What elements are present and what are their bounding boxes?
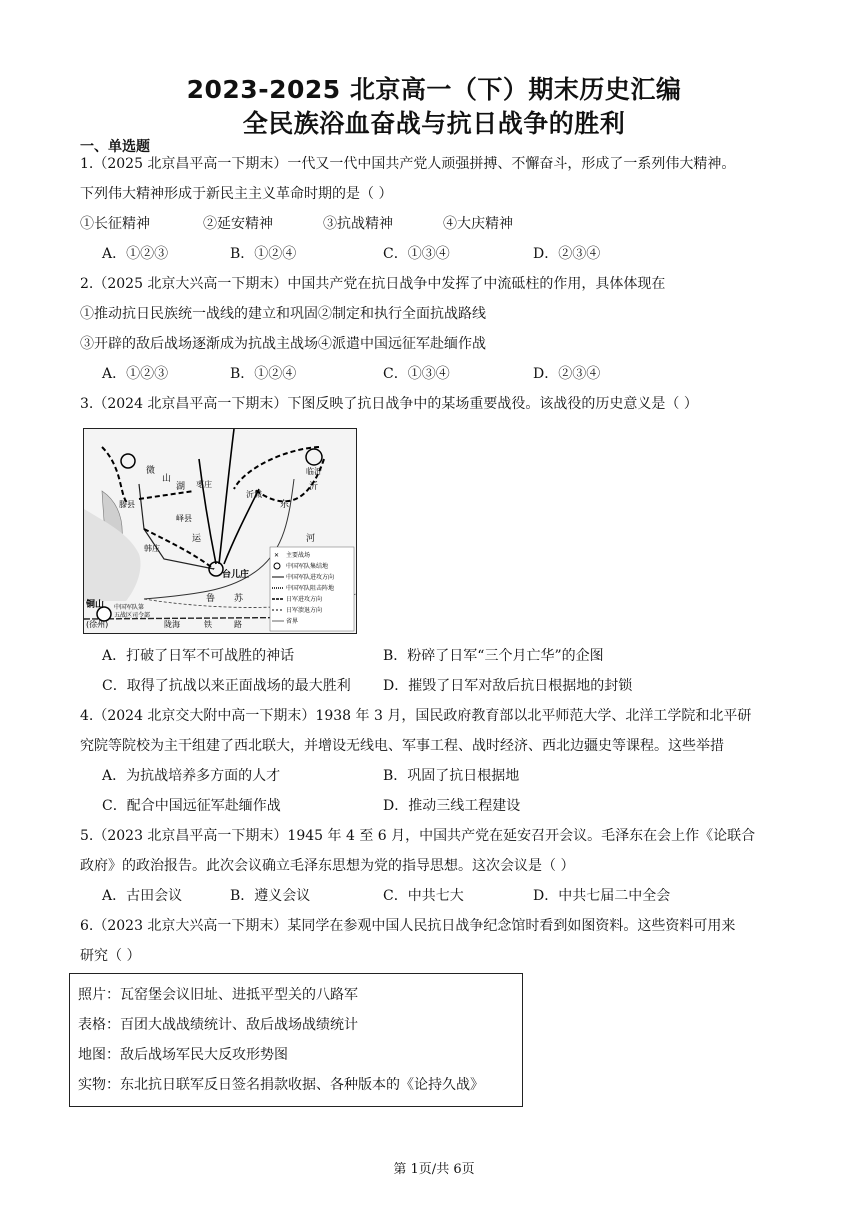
q1-item-3: ③抗战精神 bbox=[323, 216, 393, 232]
q1-stem-line2: 下列伟大精神形成于新民主主义革命时期的是（ ） bbox=[80, 186, 393, 202]
map-label: 滕县 bbox=[119, 500, 135, 509]
map-label: 临沂 bbox=[306, 467, 322, 476]
legend-item: 中国军队阻击阵地 bbox=[286, 585, 335, 592]
map-label: 铁 bbox=[204, 620, 212, 629]
q5-option-c[interactable]: C．中共七大 bbox=[383, 888, 464, 904]
battle-map bbox=[83, 428, 357, 634]
q5-stem-line1: 5.（2023 北京昌平高一下期末）1945 年 4 至 6 月，中国共产党在延安召开会议。毛泽东在会上作《论联合 bbox=[80, 828, 756, 844]
q6-material-object: 实物：东北抗日联军反日签名捐款收据、各种版本的《论持久战》 bbox=[78, 1077, 484, 1093]
svg-text:✕: ✕ bbox=[274, 552, 280, 559]
q2-stem-line2: ①推动抗日民族统一战线的建立和巩固②制定和执行全面抗战路线 bbox=[80, 306, 486, 322]
map-label: 苏 bbox=[234, 594, 244, 604]
q1-option-d[interactable]: D．②③④ bbox=[533, 246, 601, 262]
q1-option-a[interactable]: A．①②③ bbox=[102, 246, 169, 262]
legend-item: 中国军队集结地 bbox=[286, 563, 329, 570]
q4-stem-line2: 究院等院校为主干组建了西北联大，并增设无线电、军事工程、战时经济、西北边疆史等课程。这些举措 bbox=[80, 738, 724, 754]
q2-stem-line1: 2.（2025 北京大兴高一下期末）中国共产党在抗日战争中发挥了中流砥柱的作用，具体体现在 bbox=[80, 276, 666, 292]
map-label: 微 bbox=[146, 466, 156, 476]
q3-option-b[interactable]: B．粉碎了日军“三个月亡华”的企图 bbox=[383, 648, 604, 664]
legend-item: 日军溃退方向 bbox=[286, 607, 323, 614]
map-label: 山 bbox=[162, 474, 172, 484]
map-label: 路 bbox=[234, 620, 242, 629]
q3-option-c[interactable]: C．取得了抗战以来正面战场的最大胜利 bbox=[102, 678, 351, 694]
q2-option-b[interactable]: B．①②④ bbox=[230, 366, 297, 382]
q1-stem-line1: 1.（2025 北京昌平高一下期末）一代又一代中国共产党人顽强拼搏、不懈奋斗，形成了一系列伟大精神。 bbox=[80, 156, 736, 172]
map-label: 沂 bbox=[309, 482, 319, 492]
legend-item: 日军进攻方向 bbox=[286, 596, 323, 603]
q5-option-d[interactable]: D．中共七届二中全会 bbox=[533, 888, 671, 904]
map-label: 河 bbox=[306, 534, 316, 544]
doc-title-line1: 2023-2025 北京高一（下）期末历史汇编 bbox=[186, 75, 682, 104]
map-label: 中国军队第 bbox=[114, 604, 145, 611]
q1-item-2: ②延安精神 bbox=[203, 216, 273, 232]
chinese-advance-arrow bbox=[219, 429, 234, 564]
q1-option-b[interactable]: B．①②④ bbox=[230, 246, 297, 262]
legend-item: 主要战场 bbox=[286, 552, 311, 559]
map-label: 台儿庄 bbox=[222, 570, 250, 580]
q5-stem-line2: 政府》的政治报告。此次会议确立毛泽东思想为党的指导思想。这次会议是（ ） bbox=[80, 858, 575, 874]
q1-option-c[interactable]: C．①③④ bbox=[383, 246, 450, 262]
q2-stem-line3: ③开辟的敌后战场逐渐成为抗战主战场④派遣中国远征军赴缅作战 bbox=[80, 336, 486, 352]
q6-stem-line2: 研究（ ） bbox=[80, 948, 141, 964]
japanese-advance-arrow bbox=[139, 491, 194, 499]
q6-material-map: 地图：敌后战场军民大反攻形势图 bbox=[78, 1047, 288, 1063]
q3-option-a[interactable]: A．打破了日军不可战胜的神话 bbox=[102, 648, 295, 664]
q4-option-d[interactable]: D．推动三线工程建设 bbox=[383, 798, 521, 814]
map-label: (徐州) bbox=[86, 620, 109, 629]
q5-option-b[interactable]: B．遵义会议 bbox=[230, 888, 311, 904]
section-heading: 一、单选题 bbox=[80, 139, 150, 155]
q4-option-b[interactable]: B．巩固了抗日根据地 bbox=[383, 768, 520, 784]
map-label: 鲁 bbox=[206, 594, 216, 604]
q3-stem-line1: 3.（2024 北京昌平高一下期末）下图反映了抗日战争中的某场重要战役。该战役的历史意义是（ ） bbox=[80, 396, 698, 412]
map-label: 铜山 bbox=[86, 600, 105, 610]
map-label: 峄县 bbox=[176, 514, 192, 523]
gathering-point bbox=[121, 454, 135, 468]
gathering-point bbox=[306, 449, 322, 465]
map-label: 枣庄 bbox=[196, 480, 212, 489]
q5-option-a[interactable]: A．古田会议 bbox=[102, 888, 183, 904]
q6-stem-line1: 6.（2023 北京大兴高一下期末）某同学在参观中国人民抗日战争纪念馆时看到如图资料。这些资料可用来 bbox=[80, 918, 736, 934]
map-label: 陇海 bbox=[164, 620, 180, 629]
chinese-advance-arrow bbox=[224, 489, 259, 564]
map-label: 运 bbox=[192, 534, 202, 544]
legend-item: 省界 bbox=[286, 618, 299, 625]
map-label: 沂城 bbox=[246, 490, 262, 499]
q2-option-d[interactable]: D．②③④ bbox=[533, 366, 601, 382]
map-label: 湖 bbox=[176, 482, 186, 492]
map-label: 五战区司令部 bbox=[114, 612, 151, 619]
q4-option-c[interactable]: C．配合中国远征军赴缅作战 bbox=[102, 798, 281, 814]
q4-stem-line1: 4.（2024 北京交大附中高一下期末）1938 年 3 月，国民政府教育部以北平师范大学、北洋工学院和北平研 bbox=[80, 708, 752, 724]
q1-item-4: ④大庆精神 bbox=[443, 216, 513, 232]
map-label: 东 bbox=[280, 500, 290, 510]
map-legend bbox=[270, 547, 354, 631]
q2-option-c[interactable]: C．①③④ bbox=[383, 366, 450, 382]
map-label: 韩庄 bbox=[144, 544, 160, 553]
q1-item-1: ①长征精神 bbox=[80, 216, 150, 232]
chinese-advance-arrow bbox=[199, 459, 216, 564]
q6-material-photo: 照片：瓦窑堡会议旧址、进抵平型关的八路军 bbox=[78, 987, 358, 1003]
q6-material-table: 表格：百团大战战绩统计、敌后战场战绩统计 bbox=[78, 1017, 358, 1033]
q4-option-a[interactable]: A．为抗战培养多方面的人才 bbox=[102, 768, 281, 784]
q6-material-box bbox=[69, 973, 523, 1107]
legend-item: 中国军队进攻方向 bbox=[286, 574, 335, 581]
q2-option-a[interactable]: A．①②③ bbox=[102, 366, 169, 382]
doc-title-line2: 全民族浴血奋战与抗日战争的胜利 bbox=[242, 109, 626, 138]
page-footer: 第 1页/共 6页 bbox=[393, 1162, 475, 1177]
q3-option-d[interactable]: D．摧毁了日军对敌后抗日根据地的封锁 bbox=[383, 678, 633, 694]
